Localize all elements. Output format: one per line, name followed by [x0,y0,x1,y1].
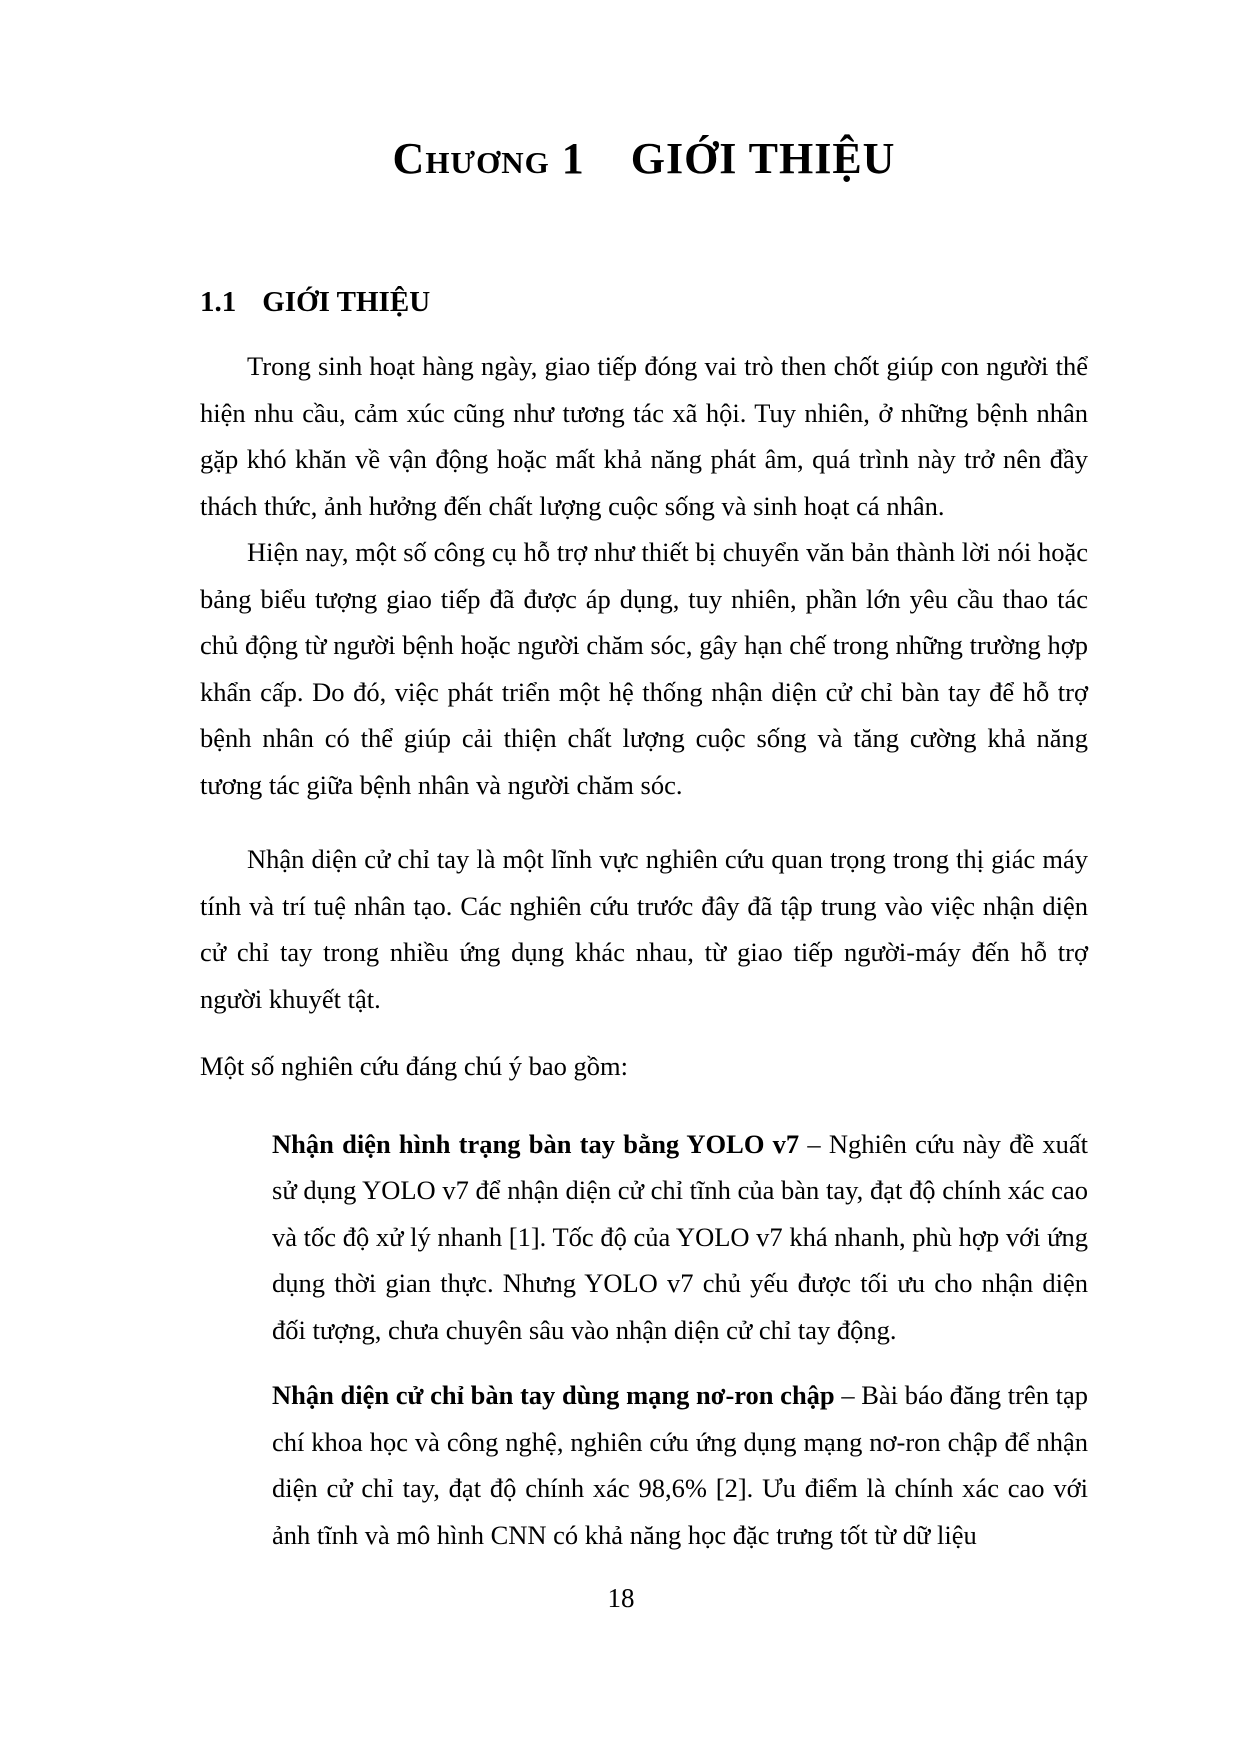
study-body-yolov7: – Nghiên cứu này đề xuất sử dụng YOLO v7 để nhận diện cử chỉ tĩnh của bàn tay, đạt độ chính xác cao và tốc độ xử lý nhanh [1]. Tốc độ của YOLO v7 khá nhanh, phù hợp với ứng dụng thời gian thực. Nhưng YOLO v7 chủ yếu được tối ưu cho nhận diện đối tượng, chưa chuyên sâu vào nhận diện cử chỉ tay động. [272,1128,1088,1345]
paragraph-communication-importance: Trong sinh hoạt hàng ngày, giao tiếp đóng vai trò then chốt giúp con người thể hiện nhu cầu, cảm xúc cũng như tương tác xã hội. Tuy nhiên, ở những bệnh nhân gặp khó khăn về vận động hoặc mất khả năng phát âm, quá trình này trở nên đầy thách thức, ảnh hưởng đến chất lượng cuộc sống và sinh hoạt cá nhân. [200,351,1088,521]
study-body-cnn: – Bài báo đăng trên tạp chí khoa học và công nghệ, nghiên cứu ứng dụng mạng nơ-ron chập để nhận diện cử chỉ tay, đạt độ chính xác 98,6% [2]. Ưu điểm là chính xác cao với ảnh tĩnh và mô hình CNN có khả năng học đặc trưng tốt từ dữ liệu [272,1380,1088,1550]
paragraph-existing-tools: Hiện nay, một số công cụ hỗ trợ như thiết bị chuyển văn bản thành lời nói hoặc bảng biểu tượng giao tiếp đã được áp dụng, tuy nhiên, phần lớn yêu cầu thao tác chủ động từ người bệnh hoặc người chăm sóc, gây hạn chế trong những trường hợp khẩn cấp. Do đó, việc phát triển một hệ thống nhận diện cử chỉ bàn tay để hỗ trợ bệnh nhân có thể giúp cải thiện chất lượng cuộc sống và tăng cường khả năng tương tác giữa bệnh nhân và người chăm sóc. [200,537,1088,800]
section-title: GIỚI THIỆU [262,286,431,318]
study-title-cnn: Nhận diện cử chỉ bàn tay dùng mạng nơ-ron chập [272,1380,835,1410]
study-item-cnn [272,1372,1088,1558]
section-heading [200,282,1088,322]
page-content [200,0,1088,1558]
section-number: 1.1 [200,286,237,318]
study-title-yolov7: Nhận diện hình trạng bàn tay bằng YOLO v7 [272,1128,800,1159]
chapter-label: Chương 1 [392,134,585,183]
chapter-title: GIỚI THIỆU [630,134,896,183]
paragraph-gesture-recognition-field: Nhận diện cử chỉ tay là một lĩnh vực nghiên cứu quan trọng trong thị giác máy tính và trí tuệ nhân tạo. Các nghiên cứu trước đây đã tập trung vào việc nhận diện cử chỉ tay trong nhiều ứng dụng khác nhau, từ giao tiếp người-máy đến hỗ trợ người khuyết tật. [200,844,1088,1014]
paragraph-studies-intro: Một số nghiên cứu đáng chú ý bao gồm: [200,1051,628,1081]
chapter-heading [200,128,1088,190]
page-number: 18 [607,1583,635,1613]
study-item-yolov7 [272,1121,1088,1354]
